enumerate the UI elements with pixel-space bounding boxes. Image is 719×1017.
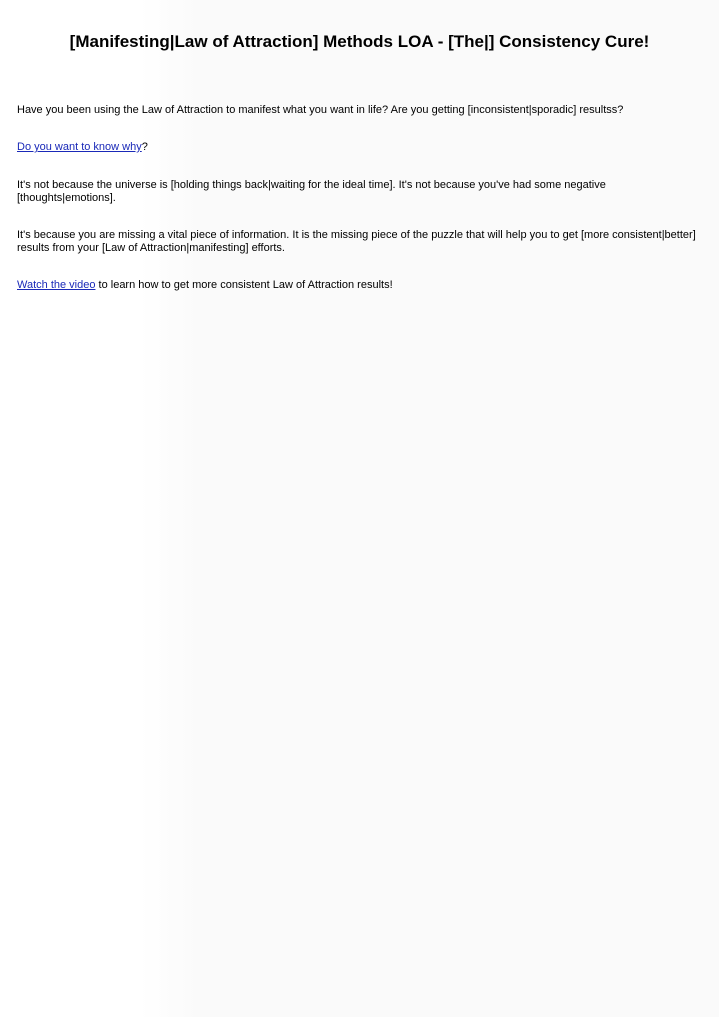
intro-paragraph: Have you been using the Law of Attraction to manifest what you want in life? Are you getting [inconsistent|sporadic] resultss? — [17, 104, 624, 116]
reason-paragraph: It's not because the universe is [holding things back|waiting for the ideal time]. It's not because you've had some negative [thoughts|emotions]. — [17, 179, 606, 204]
question-paragraph — [17, 141, 707, 154]
video-paragraph-text: to learn how to get more consistent Law of Attraction results! — [95, 279, 393, 291]
know-why-link[interactable]: Do you want to know why — [17, 141, 142, 153]
missing-piece-paragraph: It's because you are missing a vital piece of information. It is the missing piece of the puzzle that will help you to get [more consistent|better] results from your [Law of Attraction|manifesting] efforts. — [17, 229, 696, 254]
video-paragraph — [17, 279, 707, 292]
question-mark-text: ? — [141, 141, 148, 153]
page-title: [Manifesting|Law of Attraction] Methods LOA - [The|] Consistency Cure! — [69, 32, 650, 51]
watch-video-link[interactable]: Watch the video — [17, 279, 96, 291]
